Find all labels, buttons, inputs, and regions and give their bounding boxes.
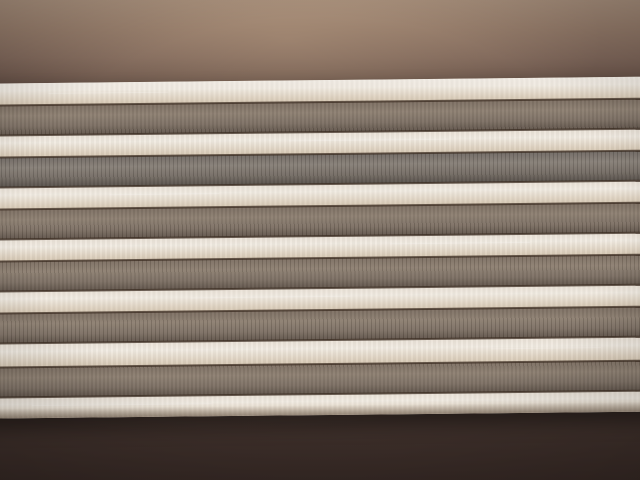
plywood-slab <box>0 76 640 419</box>
